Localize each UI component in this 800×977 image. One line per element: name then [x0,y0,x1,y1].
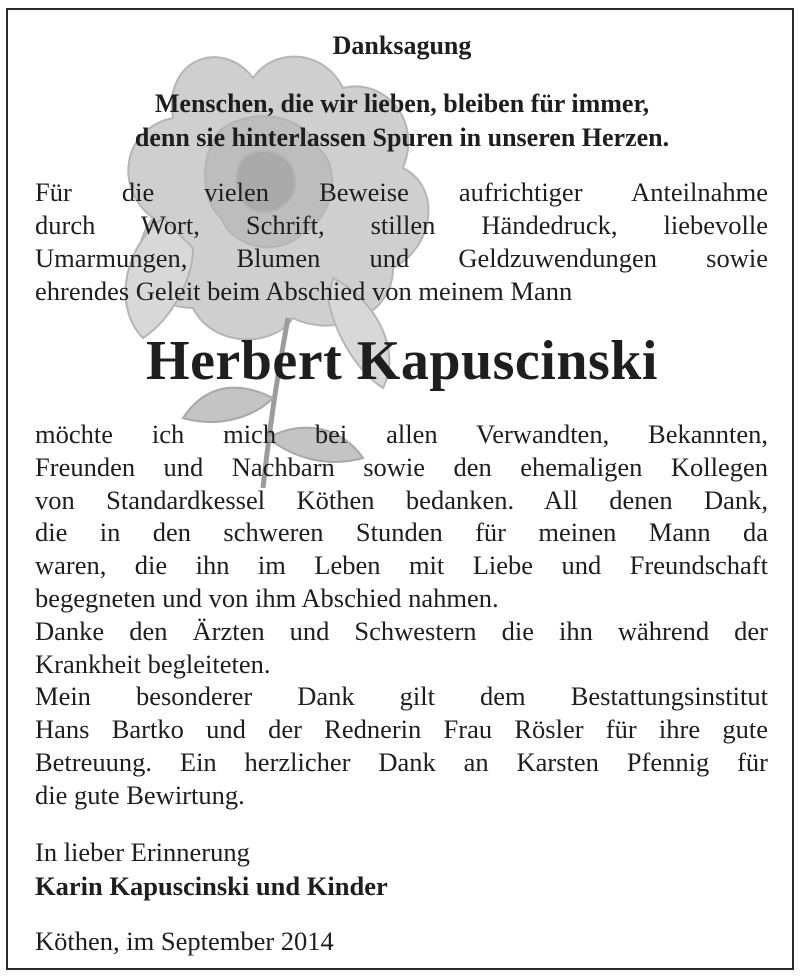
body-line: die gute Bewirtung. [35,779,245,810]
body-line: die in den schweren Stunden für meinen Mann da [35,517,768,548]
body-line: möchte ich mich bei allen Verwandten, Bekannten, [35,419,768,449]
body-line: waren, die ihn im Leben mit Liebe und Freundschaft [35,550,768,581]
intro-line: Für die vielen Beweise aufrichtiger Anteilnahme [35,177,768,207]
signature: Karin Kapuscinski und Kinder [35,871,388,901]
motto-line: denn sie hinterlassen Spuren in unseren Herzen. [134,123,670,152]
intro-line: Umarmungen, Blumen und Geldzuwendungen sowie [35,243,768,273]
remembrance-text: In lieber Erinnerung [35,837,250,867]
body-line: Mein besonderer Dank gilt dem Bestattungsinstitut [35,681,768,712]
motto-line: Menschen, die wir lieben, bleiben für immer, [154,89,650,118]
deceased-name: Herbert Kapuscinski [146,330,658,392]
intro-line: ehrendes Geleit beim Abschied von meinem Mann [35,276,573,306]
obituary-notice [6,8,794,970]
body-line: Freunden und Nachbarn sowie den ehemaligen Kollegen [35,451,768,482]
body-line: begegneten und von ihm Abschied nahmen. [35,582,499,613]
heading: Danksagung [332,31,472,60]
place-date: Köthen, im September 2014 [35,926,334,956]
body-line: Krankheit begleiteten. [35,648,271,679]
body-text [35,418,768,812]
body-line: Danke den Ärzten und Schwestern die ihn während der [35,615,768,646]
body-line: Hans Bartko und der Rednerin Frau Rösler für ihre gute [35,714,768,745]
body-line: Betreuung. Ein herzlicher Dank an Karsten Pfennig für [35,746,768,777]
body-line: von Standardkessel Köthen bedanken. All denen Dank, [35,484,768,515]
intro-line: durch Wort, Schrift, stillen Händedruck, liebevolle [35,210,768,240]
